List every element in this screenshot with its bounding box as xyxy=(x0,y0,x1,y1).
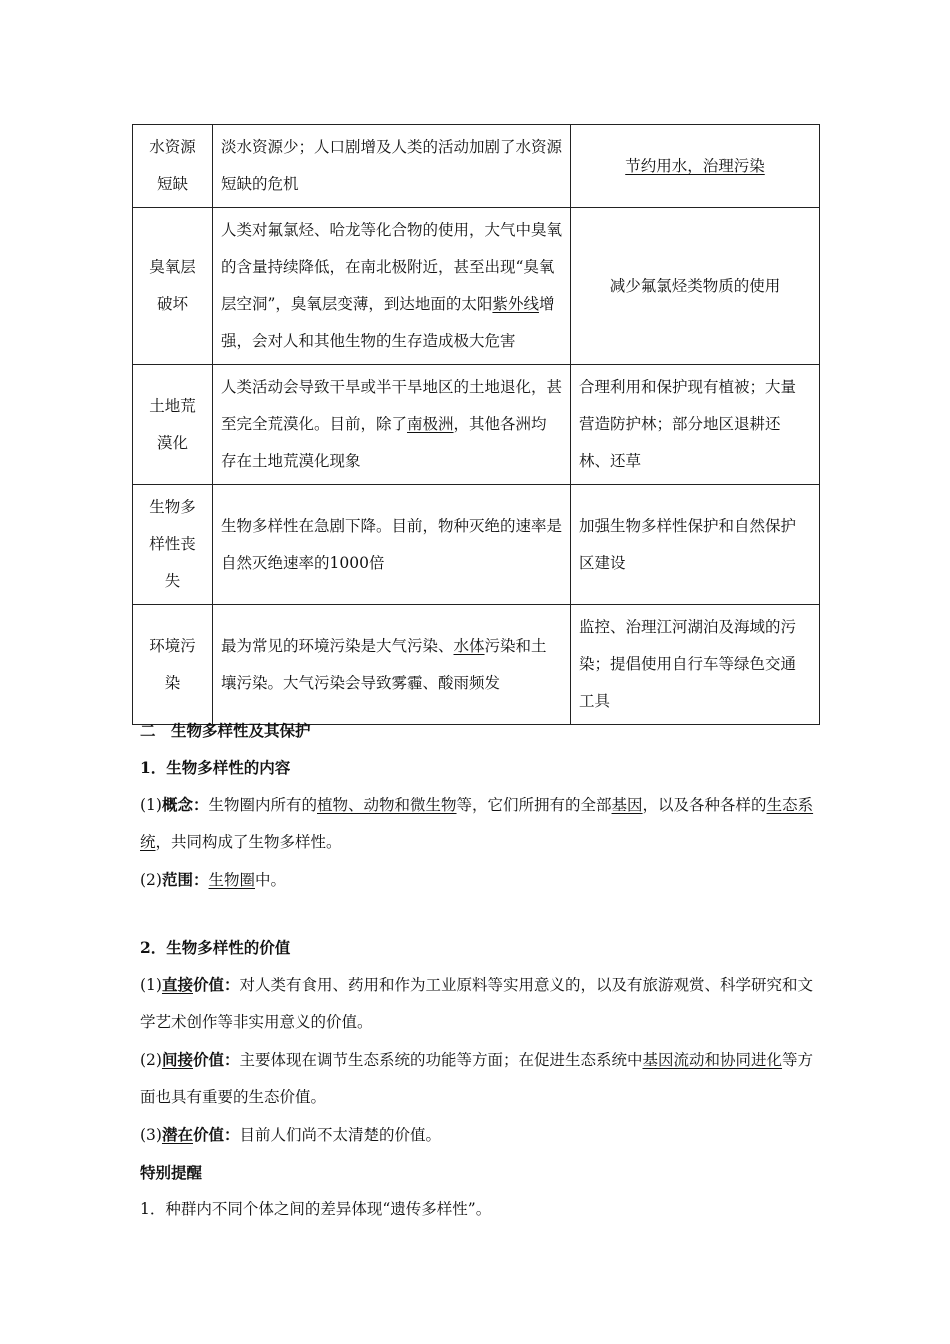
cause-run: 污染和土壤污染。大气污染会导致雾霾、酸雨频发 xyxy=(221,636,547,692)
text-run xyxy=(162,1050,193,1069)
section-title: 二 生物多样性及其保护 xyxy=(140,721,311,740)
cause-underlined: 水体 xyxy=(453,636,485,655)
text-run: (2) xyxy=(140,871,162,889)
text-run: (3) xyxy=(140,1126,162,1144)
tip-title: 特别提醒 xyxy=(140,1163,203,1182)
issue-name-cell xyxy=(133,208,213,365)
issue-cause-cell xyxy=(213,605,571,725)
cause-run xyxy=(407,415,454,433)
text-run: 目前人们尚不太清楚的价值。 xyxy=(239,1126,442,1144)
measure-run: 加强生物多样性保护和自然保护区建设 xyxy=(579,516,797,572)
issue-name-line: 染 xyxy=(164,673,181,692)
issue-name-cell xyxy=(133,605,213,725)
issue-name-cell xyxy=(133,125,213,208)
issue-name-line: 短缺 xyxy=(156,175,188,193)
environment-issues-table xyxy=(132,124,820,725)
table-row xyxy=(133,125,820,208)
issue-name-line: 生物多 xyxy=(149,498,196,516)
text-underlined: 潜在 xyxy=(161,1125,193,1144)
biodiversity-section xyxy=(140,712,820,1228)
paragraph-direct-value xyxy=(140,966,820,1041)
issue-cause-cell xyxy=(213,365,571,485)
issue-measure-cell xyxy=(571,208,820,365)
text-run: (1) xyxy=(140,796,162,814)
text-underlined: 生物圈 xyxy=(208,871,255,889)
text-run xyxy=(162,975,193,994)
text-run: 等方面也具有重要的生态价值。 xyxy=(140,1051,814,1106)
table-row xyxy=(133,605,820,725)
subsection-title-value: 2．生物多样性的价值 xyxy=(140,938,291,957)
issue-name-line: 水资源 xyxy=(149,138,196,156)
measure-run: 合理利用和保护现有植被；大量营造防护林；部分地区退耕还林、还草 xyxy=(579,378,797,470)
cause-run xyxy=(454,637,485,655)
paragraph-concept xyxy=(140,786,820,861)
text-run: (1) xyxy=(140,976,162,994)
issue-name-cell xyxy=(133,485,213,605)
text-run: ，共同构成了生物多样性。 xyxy=(155,833,342,851)
text-run: 等，它们所拥有的全部 xyxy=(456,796,612,814)
issue-name-line: 破坏 xyxy=(156,295,188,313)
table-row xyxy=(133,485,820,605)
issue-measure-cell xyxy=(571,605,820,725)
issue-name-line: 环境污 xyxy=(149,636,196,655)
issue-name-line: 样性丧 xyxy=(149,535,196,553)
issue-name-line: 失 xyxy=(164,572,181,590)
cause-run: 生物多样性在急剧下降。目前，物种灭绝的速率是自然灭绝速率的1000倍 xyxy=(221,516,563,572)
paragraph-potential-value xyxy=(140,1116,820,1154)
text-run: ，以及各种各样的 xyxy=(642,796,767,814)
text-underlined: 生态系统 xyxy=(140,796,814,851)
table-body xyxy=(133,125,820,725)
text-run: 主要体现在调节生态系统的功能等方面；在促进生态系统中 xyxy=(239,1051,643,1069)
measure-run xyxy=(625,157,765,175)
text-run xyxy=(208,871,255,889)
measure-underlined: 节约用水，治理污染 xyxy=(625,156,765,175)
cause-underlined: 紫外线 xyxy=(492,295,539,313)
text-underlined: 间接 xyxy=(161,1050,193,1069)
text-run: 价值： xyxy=(192,975,240,994)
cause-run: 增强，会对人和其他生物的生存造成极大危害 xyxy=(221,295,555,350)
text-underlined: 植物、动物和微生物 xyxy=(317,796,457,814)
cause-run: 人类对氟氯烃、哈龙等化合物的使用，大气中臭氧的含量持续降低，在南北极附近，甚至出现“臭氧层空洞”，臭氧层变薄，到达地面的太阳 xyxy=(221,221,563,313)
text-run: (2) xyxy=(140,1051,162,1069)
spacer xyxy=(140,899,820,929)
text-underlined: 直接 xyxy=(161,975,193,994)
issue-cause-cell xyxy=(213,208,571,365)
cause-run: ，其他各洲均存在土地荒漠化现象 xyxy=(221,415,547,470)
table-row xyxy=(133,365,820,485)
text-run: 价值： xyxy=(192,1050,240,1069)
cause-underlined: 南极洲 xyxy=(407,415,454,433)
issue-name-cell xyxy=(133,365,213,485)
text-run xyxy=(643,1051,783,1069)
issue-measure-cell xyxy=(571,365,820,485)
issue-name-line: 土地荒 xyxy=(149,396,196,415)
paragraph-indirect-value xyxy=(140,1041,820,1116)
text-run: 价值： xyxy=(192,1125,240,1144)
text-run xyxy=(162,1125,193,1144)
cause-run: 淡水资源少；人口剧增及人类的活动加剧了水资源短缺的危机 xyxy=(221,138,563,193)
cause-run xyxy=(492,295,539,313)
issue-measure-cell xyxy=(571,125,820,208)
text-run xyxy=(317,796,457,814)
text-run xyxy=(612,796,643,814)
paragraph-scope xyxy=(140,861,820,899)
cause-run: 最为常见的环境污染是大气污染、 xyxy=(221,636,454,655)
measure-run: 减少氟氯烃类物质的使用 xyxy=(609,276,781,295)
measure-run: 监控、治理江河湖泊及海域的污染；提倡使用自行车等绿色交通工具 xyxy=(579,618,797,710)
issue-name-line: 漠化 xyxy=(156,433,188,452)
text-underlined: 基因 xyxy=(611,796,643,814)
table-row xyxy=(133,208,820,365)
issue-cause-cell xyxy=(213,485,571,605)
cause-run: 人类活动会导致干旱或半干旱地区的土地退化，甚至完全荒漠化。目前，除了 xyxy=(221,378,563,433)
text-run: 生物圈内所有的 xyxy=(208,796,317,814)
text-run: 中。 xyxy=(255,871,287,889)
tip-item: 1．种群内不同个体之间的差异体现“遗传多样性”。 xyxy=(140,1200,492,1218)
subsection-title-content: 1．生物多样性的内容 xyxy=(140,758,291,777)
issue-name-line: 臭氧层 xyxy=(149,258,196,276)
text-run: 对人类有食用、药用和作为工业原料等实用意义的，以及有旅游观赏、科学研究和文学艺术创作等非实用意义的价值。 xyxy=(140,976,814,1031)
text-run: 概念： xyxy=(161,795,209,814)
issue-measure-cell xyxy=(571,485,820,605)
issue-cause-cell xyxy=(213,125,571,208)
text-run: 范围： xyxy=(161,870,209,889)
text-underlined: 基因流动和协同进化 xyxy=(642,1051,783,1069)
